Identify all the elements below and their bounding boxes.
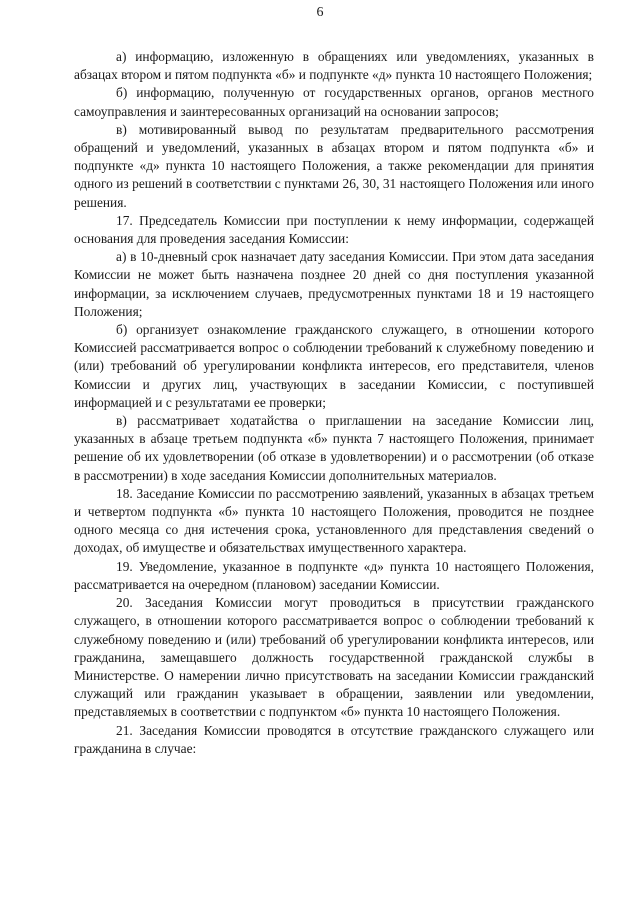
paragraph-18: 18. Заседание Комиссии по рассмотрению заявлений, указанных в абзацах третьем и четвертом подпункта «б» пункта 10 настоящего Положения, проводится не позднее одного месяца со дня истечения срока, установленного для представления сведений о доходах, об имуществе и обязательствах имущественного характера. — [74, 485, 594, 556]
paragraph-17a: а) в 10-дневный срок назначает дату заседания Комиссии. При этом дата заседания Комиссии не может быть назначена позднее 20 дней со дня поступления указанной информации, за исключением случаев, предусмотренных пунктами 18 и 19 настоящего Положения; — [74, 249, 594, 319]
document-body — [74, 48, 594, 758]
paragraph-19: 19. Уведомление, указанное в подпункте «д» пункта 10 настоящего Положения, рассматривается на очередном (плановом) заседании Комиссии. — [74, 558, 594, 592]
paragraph-17b: б) организует ознакомление гражданского служащего, в отношении которого Комиссией рассматривается вопрос о соблюдении требований к служебному поведению и (или) требований об урегулировании конфликта интересов, его представителя, членов Комиссии и других лиц, участвующих в заседании Комиссии, с поступившей информацией и с результатами ее проверки; — [74, 322, 594, 410]
paragraph-16a: а) информацию, изложенную в обращениях или уведомлениях, указанных в абзацах втором и пятом подпункта «б» и подпункте «д» пункта 10 настоящего Положения; — [74, 49, 594, 83]
page-number: 6 — [316, 5, 324, 20]
paragraph-16b: б) информацию, полученную от государственных органов, органов местного самоуправления и заинтересованных организаций на основании запросов; — [74, 85, 594, 119]
paragraph-16v: в) мотивированный вывод по результатам предварительного рассмотрения обращений и уведомлений, указанных в абзацах втором и пятом подпункта «б» и подпункте «д» пункта 10 настоящего Положения, а также рекомендации для принятия одного из решений в соответствии с пунктами 26, 30, 31 настоящего Положения или иного решения. — [74, 121, 594, 210]
paragraph-17: 17. Председатель Комиссии при поступлении к нему информации, содержащей основания для проведения заседания Комиссии: — [74, 212, 594, 247]
paragraph-20: 20. Заседания Комиссии могут проводиться в присутствии гражданского служащего, в отношении которого рассматривается вопрос о соблюдении требований к служебному поведению и (или) требований об урегулировании конфликта интересов, или гражданина, замещавшего должность государственной гражданской службы в Министерстве. О намерении лично присутствовать на заседании Комиссии гражданский служащий или гражданин указывает в обращении, заявлении или уведомлении, представляемых в соответствии с подпунктом «б» пункта 10 настоящего Положения. — [74, 595, 594, 720]
paragraph-17v: в) рассматривает ходатайства о приглашении на заседание Комиссии лиц, указанных в абзаце третьем подпункта «б» пункта 7 настоящего Положения, принимает решение об их удовлетворении (об отказе в удовлетворении) и о рассмотрении (об отказе в рассмотрении) в ходе заседания Комиссии дополнительных материалов. — [74, 413, 594, 483]
paragraph-21: 21. Заседания Комиссии проводятся в отсутствие гражданского служащего или гражданина в случае: — [74, 722, 594, 756]
